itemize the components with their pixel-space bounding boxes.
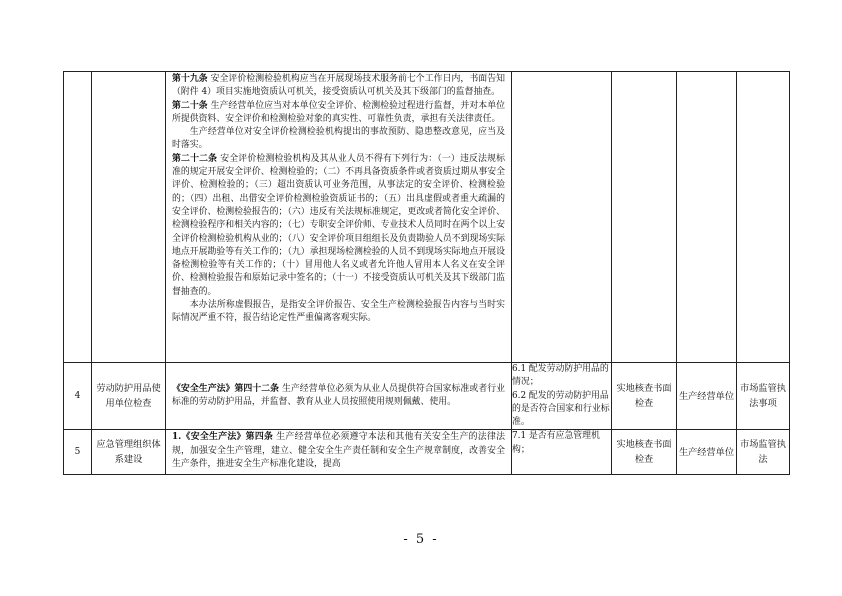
item-category: 市场监管执法事项 (737, 363, 790, 430)
article-22: 第二十二条 安全评价检测检验机构及其从业人员不得有下列行为：（一）违反法规标准的规定开展安全评价、检测检验的；（二）不再具备资质条件或者资质过期从事安全评价、检测检验的；（三）超出资质认可业务范围，从事法定的安全评价、检测检验的；（四）出租、出借安全评价检测检验资质证书的；（五）出具虚假或者重大疏漏的安全评价、检测检验报告的；（六）违反有关法规标准规定，更改或者简化安全评价、检测检验程序和相关内容的；（七）专职安全评价师、专业技术人员同时在两个以上安全评价检测检验机构从业的；（八）安全评价项目组组长及负责勘验人员不到现场实际地点开展勘验等有关工作的；（九）承担现场检测检验的人员不到现场实际地点开展设备检测检验等有关工作的；（十）冒用他人名义或者允许他人冒用本人名义在安全评价、检测检验报告和原始记录中签名的；（十一）不接受资质认可机关及其下级部门监督抽查的。 (172, 153, 506, 297)
check-content: 7.1 是否有应急管理机构； (512, 430, 612, 475)
page-number: - 5 - (403, 532, 439, 547)
article-20: 第二十条 生产经营单位应当对本单位安全评价、检测检验过程进行监督，并对本单位所提供资料、安全评价和检测检验对象的真实性、可靠性负责，承担有关法律责任。 (172, 100, 505, 124)
cell-legal-basis: 1.《安全生产法》第四条 生产经营单位必须遵守本法和其他有关安全生产的法律法规，加强安全生产管理，建立、健全安全生产责任制和安全生产规章制度，改善安全生产条件，推进安全生产标准化建设，提高 (166, 430, 512, 475)
cell-check-empty (512, 72, 612, 363)
table-row (64, 430, 790, 475)
check-content: 6.1 配发劳动防护用品的情况； 6.2 配发的劳动防护用品的是否符合国家和行业标准。 (512, 363, 612, 430)
check-method: 实地核查书面检查 (612, 363, 677, 430)
article-19: 第十九条 安全评价检测检验机构应当在开展现场技术服务前七个工作日内，书面告知（附件 4）项目实施地资质认可机关，接受资质认可机关及其下级部门的监督抽查。 (172, 74, 505, 98)
check-item: 劳动防护用品使用单位检查 (92, 363, 166, 430)
article-20-para2: 生产经营单位对安全评价检测检验机构提出的事故预防、隐患整改意见，应当及时落实。 (172, 127, 505, 151)
table-row-continued (64, 72, 790, 363)
cell-num-empty (64, 72, 92, 363)
row-number: 4 (64, 363, 92, 430)
regulation-table (63, 71, 790, 475)
cell-subject-empty (677, 72, 737, 363)
false-report-definition: 本办法所称虚假报告，是指安全评价报告、安全生产检测检验报告内容与当时实际情况严重不符，报告结论定性严重偏离客观实际。 (172, 300, 505, 324)
cell-legal-basis: 《安全生产法》第四十二条 生产经营单位必须为从业人员提供符合国家标准或者行业标准的劳动防护用品，并监督、教育从业人员按照使用规则佩戴、使用。 (166, 363, 512, 430)
row-number: 5 (64, 430, 92, 475)
check-method: 实地核查书面检查 (612, 430, 677, 475)
cell-method-empty (612, 72, 677, 363)
table-row (64, 363, 790, 430)
check-subject: 生产经营单位 (677, 363, 737, 430)
cell-category-empty (737, 72, 790, 363)
check-subject: 生产经营单位 (677, 430, 737, 475)
cell-legal-basis (166, 72, 512, 363)
cell-item-empty (92, 72, 166, 363)
item-category: 市场监管执法 (737, 430, 790, 475)
check-item: 应急管理组织体系建设 (92, 430, 166, 475)
